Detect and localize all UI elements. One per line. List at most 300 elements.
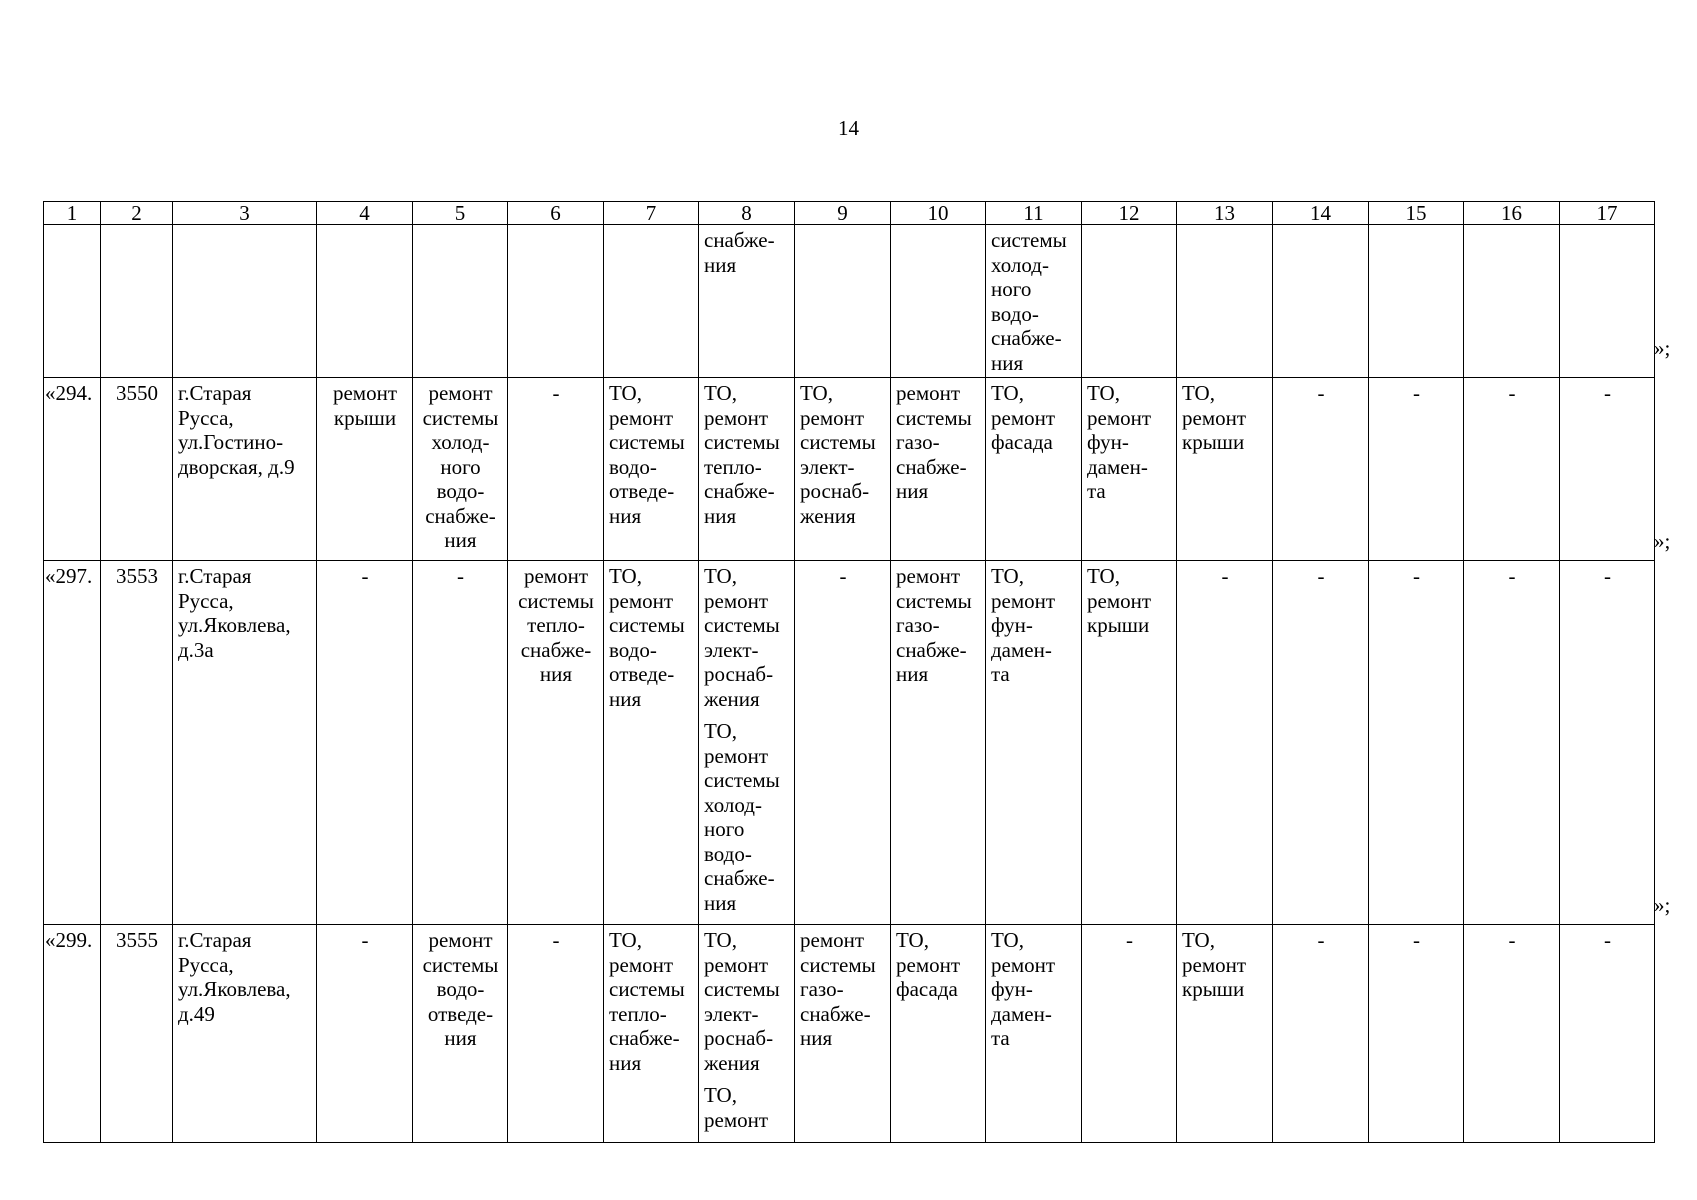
- cell-paragraph: [1182, 928, 1268, 1002]
- table-cell: [101, 225, 173, 378]
- cell-paragraph: [991, 928, 1077, 1051]
- cell-text: системы: [800, 952, 876, 977]
- cell-paragraph: [1087, 381, 1172, 504]
- repair-schedule-table: [43, 201, 1655, 1143]
- cell-text: г.Старая: [178, 928, 252, 952]
- cell-paragraph: [178, 928, 312, 1026]
- cell-text: системы: [704, 430, 780, 454]
- cell-text: -: [1317, 928, 1325, 952]
- table-cell: [986, 925, 1082, 1143]
- cell-paragraph: [1374, 928, 1459, 953]
- cell-text: жения: [704, 1050, 760, 1075]
- cell-text: ТО,: [896, 928, 929, 952]
- cell-text: ремонт: [704, 952, 769, 977]
- cell-text: системы: [609, 977, 685, 1001]
- cell-text: ТО,: [991, 928, 1024, 952]
- cell-text: ремонт: [704, 743, 769, 768]
- cell-paragraph: [106, 928, 168, 953]
- cell-text: водо-: [609, 637, 657, 662]
- cell-paragraph: [704, 928, 790, 1075]
- cell-text: ного: [440, 454, 481, 479]
- cell-text: ремонт: [1182, 405, 1247, 430]
- cell-text: ремонт: [609, 588, 674, 613]
- cell-text: водо-: [991, 301, 1039, 326]
- cell-text: -: [1508, 928, 1516, 952]
- table-cell: [699, 561, 795, 925]
- cell-text: ремонт: [332, 381, 398, 405]
- cell-paragraph: [1278, 564, 1364, 589]
- cell-text: ремонт: [991, 952, 1056, 977]
- cell-text: -: [552, 381, 560, 405]
- column-number-cell: 15: [1369, 202, 1464, 225]
- table-cell: [317, 225, 413, 378]
- table-cell: [1273, 225, 1369, 378]
- cell-paragraph: [1469, 928, 1555, 953]
- cell-paragraph: [609, 928, 694, 1075]
- cell-text: «297.: [45, 564, 93, 588]
- cell-text: холод-: [991, 252, 1049, 277]
- table-cell: [1177, 378, 1273, 561]
- cell-text: -: [1604, 928, 1611, 952]
- cell-text: -: [1604, 564, 1611, 588]
- cell-text: -: [457, 564, 464, 588]
- cell-text: системы: [704, 768, 780, 792]
- table-cell: [173, 225, 317, 378]
- cell-paragraph: [178, 564, 312, 662]
- cell-text: ТО,: [991, 564, 1024, 588]
- cell-text: -: [1317, 564, 1325, 588]
- table-cell: [508, 925, 604, 1143]
- cell-text: газо-: [800, 977, 844, 1001]
- table-cell: [1369, 925, 1464, 1143]
- table-cell: [44, 225, 101, 378]
- cell-text: ния: [704, 252, 737, 277]
- table-row: [44, 378, 1655, 561]
- cell-paragraph: [513, 381, 599, 406]
- table-cell: [101, 378, 173, 561]
- cell-text: элект-: [704, 1001, 759, 1026]
- cell-text: крыши: [333, 405, 397, 430]
- column-number-cell: 7: [604, 202, 699, 225]
- table-cell: [891, 925, 986, 1143]
- cell-text: снабже-: [704, 866, 775, 890]
- cell-paragraph: [418, 564, 503, 589]
- column-number-cell: 5: [413, 202, 508, 225]
- table-cell: [604, 561, 699, 925]
- table-cell: [1177, 561, 1273, 925]
- cell-text: жения: [704, 686, 760, 711]
- table-cell: [1464, 925, 1560, 1143]
- cell-paragraph: [1278, 381, 1364, 406]
- column-number-cell: 6: [508, 202, 604, 225]
- cell-paragraph: [1087, 564, 1172, 638]
- cell-text: ния: [896, 662, 929, 686]
- table-cell: [891, 561, 986, 925]
- cell-paragraph: [45, 381, 99, 406]
- table-cell: [1464, 225, 1560, 378]
- cell-text: отведе-: [609, 662, 675, 686]
- table-cell: [1369, 225, 1464, 378]
- table-cell: [1464, 561, 1560, 925]
- table-cell: [173, 561, 317, 925]
- cell-text: роснаб-: [704, 662, 774, 686]
- table-cell: [795, 925, 891, 1143]
- column-number-cell: 10: [891, 202, 986, 225]
- table-row: [44, 225, 1655, 378]
- table-cell: [1464, 378, 1560, 561]
- column-number-header: [44, 202, 1655, 225]
- table-cell: [986, 225, 1082, 378]
- cell-text: ТО,: [704, 564, 737, 588]
- cell-text: ТО,: [1182, 381, 1215, 405]
- column-number-cell: 13: [1177, 202, 1273, 225]
- cell-text: крыши: [1182, 430, 1245, 454]
- cell-text: системы: [704, 613, 780, 637]
- cell-text: -: [1221, 564, 1229, 588]
- column-number-cell: 8: [699, 202, 795, 225]
- cell-text: -: [1413, 381, 1420, 405]
- table-cell: [413, 225, 508, 378]
- cell-text: ремонт: [991, 405, 1056, 430]
- cell-paragraph: [896, 928, 981, 1002]
- table-cell: [1560, 561, 1655, 925]
- cell-text: системы: [422, 405, 499, 430]
- cell-text: фасада: [991, 430, 1053, 454]
- column-number-cell: 9: [795, 202, 891, 225]
- table-cell: [508, 225, 604, 378]
- table-cell: [44, 561, 101, 925]
- cell-text: та: [1087, 479, 1106, 503]
- cell-text: ремонт: [991, 588, 1056, 613]
- cell-paragraph: [704, 719, 790, 915]
- cell-text: -: [1604, 381, 1611, 405]
- cell-paragraph: [704, 381, 790, 528]
- column-number-cell: 17: [1560, 202, 1655, 225]
- cell-text: ул.Яковлева,: [178, 613, 291, 637]
- column-number-cell: 1: [44, 202, 101, 225]
- cell-text: снабже-: [704, 479, 775, 503]
- table-cell: [1082, 378, 1177, 561]
- cell-text: фун-: [991, 977, 1033, 1001]
- cell-text: системы: [518, 588, 594, 613]
- table-cell: [173, 378, 317, 561]
- cell-paragraph: [1374, 381, 1459, 406]
- column-number-cell: 11: [986, 202, 1082, 225]
- column-number-cell: 12: [1082, 202, 1177, 225]
- cell-text: холод-: [431, 430, 490, 454]
- cell-text: ТО,: [1182, 928, 1215, 952]
- cell-paragraph: [991, 228, 1077, 375]
- cell-text: -: [1317, 381, 1325, 405]
- column-number-cell: 4: [317, 202, 413, 225]
- table-cell: [413, 925, 508, 1143]
- table-cell: [1560, 378, 1655, 561]
- cell-paragraph: [1565, 564, 1650, 589]
- cell-text: снабже-: [896, 454, 967, 479]
- table-cell: [986, 378, 1082, 561]
- table-cell: [604, 225, 699, 378]
- cell-text: ния: [800, 1026, 833, 1050]
- cell-paragraph: [45, 928, 99, 953]
- cell-paragraph: [704, 228, 790, 277]
- cell-text: водо-: [436, 977, 485, 1001]
- table-cell: [1273, 378, 1369, 561]
- table-cell: [317, 378, 413, 561]
- cell-text: ремонт: [428, 381, 493, 405]
- cell-text: отведе-: [427, 1001, 494, 1026]
- table-cell: [604, 378, 699, 561]
- cell-text: ния: [609, 503, 642, 528]
- cell-text: ния: [704, 890, 737, 915]
- cell-text: жения: [800, 503, 856, 528]
- row-end-mark: »;: [1654, 336, 1671, 360]
- cell-text: -: [1413, 928, 1420, 952]
- cell-text: ния: [991, 350, 1024, 375]
- cell-paragraph: [1565, 381, 1650, 406]
- cell-text: ремонт: [896, 381, 961, 405]
- cell-text: -: [1508, 564, 1516, 588]
- cell-paragraph: [1469, 381, 1555, 406]
- cell-text: снабже-: [520, 637, 592, 662]
- cell-text: 3550: [116, 381, 158, 405]
- cell-text: ния: [539, 662, 573, 686]
- cell-text: ремонт: [800, 928, 865, 952]
- table-cell: [173, 925, 317, 1143]
- table-cell: [508, 378, 604, 561]
- cell-text: газо-: [896, 430, 940, 454]
- cell-text: ремонт: [704, 405, 769, 430]
- column-number-cell: 3: [173, 202, 317, 225]
- cell-paragraph: [322, 564, 408, 589]
- cell-paragraph: [418, 928, 503, 1051]
- cell-text: водо-: [704, 841, 752, 866]
- table-cell: [986, 561, 1082, 925]
- cell-paragraph: [704, 1083, 790, 1132]
- table-cell: [795, 225, 891, 378]
- cell-text: крыши: [1087, 613, 1150, 637]
- cell-text: снабже-: [609, 1026, 680, 1050]
- cell-paragraph: [896, 381, 981, 504]
- cell-text: снабже-: [704, 228, 775, 252]
- cell-text: ремонт: [896, 952, 961, 977]
- cell-text: ТО,: [609, 564, 642, 588]
- row-end-mark: »;: [1654, 893, 1671, 917]
- cell-text: тепло-: [609, 1001, 667, 1026]
- cell-text: газо-: [896, 613, 940, 637]
- cell-text: ТО,: [609, 928, 642, 952]
- cell-text: д.49: [178, 1001, 215, 1026]
- cell-text: ремонт: [704, 1107, 769, 1132]
- cell-text: ния: [896, 479, 929, 503]
- table-cell: [44, 925, 101, 1143]
- cell-text: системы: [609, 430, 685, 454]
- cell-text: ремонт: [609, 405, 674, 430]
- cell-text: ремонт: [523, 564, 589, 588]
- cell-text: фун-: [1087, 430, 1129, 454]
- table-cell: [44, 378, 101, 561]
- cell-text: фун-: [991, 613, 1033, 637]
- cell-text: ния: [704, 503, 737, 528]
- cell-paragraph: [178, 381, 312, 479]
- cell-paragraph: [1278, 928, 1364, 953]
- cell-text: ремонт: [1087, 588, 1152, 613]
- cell-text: дамен-: [1087, 454, 1148, 479]
- cell-text: ремонт: [1182, 952, 1247, 977]
- cell-text: 3555: [116, 928, 158, 952]
- cell-paragraph: [991, 381, 1077, 455]
- table-cell: [413, 561, 508, 925]
- cell-text: элект-: [800, 454, 855, 479]
- cell-paragraph: [704, 564, 790, 711]
- cell-text: -: [1126, 928, 1133, 952]
- cell-paragraph: [1565, 928, 1650, 953]
- cell-text: ул.Яковлева,: [178, 977, 291, 1001]
- table-cell: [891, 378, 986, 561]
- table-cell: [1177, 925, 1273, 1143]
- cell-text: холод-: [704, 792, 762, 817]
- cell-text: ул.Гостино-: [178, 430, 284, 454]
- table-row: [44, 561, 1655, 925]
- table-cell: [1082, 561, 1177, 925]
- table-cell: [604, 925, 699, 1143]
- cell-text: ремонт: [609, 952, 674, 977]
- cell-paragraph: [609, 564, 694, 711]
- table-cell: [1273, 561, 1369, 925]
- cell-paragraph: [1469, 564, 1555, 589]
- cell-text: снабже-: [425, 503, 496, 528]
- cell-text: системы: [896, 588, 972, 613]
- table-cell: [1082, 225, 1177, 378]
- table-cell: [1177, 225, 1273, 378]
- cell-text: элект-: [704, 637, 759, 662]
- cell-text: ремонт: [896, 564, 961, 588]
- cell-text: системы: [896, 405, 972, 430]
- cell-text: Русса,: [178, 952, 234, 977]
- cell-paragraph: [800, 928, 886, 1051]
- cell-text: ТО,: [609, 381, 642, 405]
- cell-text: ремонт: [704, 588, 769, 613]
- cell-text: «299.: [45, 928, 93, 952]
- cell-paragraph: [513, 564, 599, 687]
- cell-text: -: [361, 928, 369, 952]
- cell-paragraph: [322, 928, 408, 953]
- cell-text: ТО,: [1087, 381, 1120, 405]
- cell-text: -: [552, 928, 560, 952]
- cell-text: снабже-: [991, 326, 1062, 350]
- cell-text: -: [839, 564, 847, 588]
- cell-text: ния: [609, 1050, 642, 1075]
- table-cell: [101, 925, 173, 1143]
- cell-text: ного: [704, 817, 745, 841]
- cell-text: ТО,: [991, 381, 1024, 405]
- cell-text: «294.: [45, 381, 93, 405]
- cell-text: ТО,: [704, 381, 737, 405]
- table-cell: [699, 378, 795, 561]
- cell-text: ремонт: [1087, 405, 1152, 430]
- cell-text: крыши: [1182, 977, 1245, 1001]
- table-cell: [699, 925, 795, 1143]
- row-end-mark: »;: [1654, 529, 1671, 553]
- cell-text: ного: [991, 277, 1032, 301]
- cell-paragraph: [1087, 928, 1172, 953]
- cell-paragraph: [513, 928, 599, 953]
- cell-paragraph: [45, 564, 99, 589]
- cell-text: д.3а: [178, 637, 214, 662]
- table-cell: [317, 925, 413, 1143]
- cell-text: ТО,: [1087, 564, 1120, 588]
- cell-paragraph: [991, 564, 1077, 687]
- cell-text: водо-: [609, 454, 657, 479]
- table-cell: [1369, 561, 1464, 925]
- table-cell: [413, 378, 508, 561]
- table-row: [44, 925, 1655, 1143]
- cell-text: ния: [444, 1026, 477, 1050]
- cell-text: фасада: [896, 977, 958, 1001]
- cell-paragraph: [1182, 564, 1268, 589]
- cell-text: дамен-: [991, 1001, 1052, 1026]
- cell-text: тепло-: [704, 454, 762, 479]
- table-cell: [699, 225, 795, 378]
- cell-text: та: [991, 1026, 1010, 1050]
- cell-paragraph: [322, 381, 408, 430]
- cell-paragraph: [896, 564, 981, 687]
- cell-paragraph: [418, 381, 503, 553]
- cell-paragraph: [1182, 381, 1268, 455]
- cell-text: ТО,: [800, 381, 833, 405]
- cell-paragraph: [800, 381, 886, 528]
- cell-text: роснаб-: [800, 479, 870, 503]
- table-cell: [1560, 925, 1655, 1143]
- cell-text: системы: [422, 952, 499, 977]
- cell-text: системы: [991, 228, 1067, 252]
- column-number-cell: 2: [101, 202, 173, 225]
- cell-text: -: [1508, 381, 1516, 405]
- cell-text: та: [991, 662, 1010, 686]
- cell-text: г.Старая: [178, 564, 252, 588]
- cell-text: тепло-: [527, 613, 585, 637]
- table-cell: [795, 378, 891, 561]
- cell-text: роснаб-: [704, 1026, 774, 1050]
- cell-paragraph: [1374, 564, 1459, 589]
- cell-text: Русса,: [178, 405, 234, 430]
- cell-text: системы: [800, 430, 876, 454]
- cell-text: дворская, д.9: [178, 454, 295, 479]
- cell-text: ремонт: [428, 928, 493, 952]
- table-cell: [101, 561, 173, 925]
- cell-text: -: [1413, 564, 1420, 588]
- cell-text: отведе-: [609, 479, 675, 503]
- cell-text: водо-: [436, 479, 485, 503]
- cell-paragraph: [609, 381, 694, 528]
- table-cell: [1560, 225, 1655, 378]
- table-cell: [317, 561, 413, 925]
- cell-text: системы: [609, 613, 685, 637]
- cell-text: Русса,: [178, 588, 234, 613]
- cell-text: ремонт: [800, 405, 865, 430]
- cell-text: снабже-: [896, 637, 967, 662]
- cell-paragraph: [800, 564, 886, 589]
- cell-text: ТО,: [704, 1083, 737, 1107]
- cell-paragraph: [106, 381, 168, 406]
- table-cell: [1082, 925, 1177, 1143]
- table-cell: [795, 561, 891, 925]
- cell-paragraph: [106, 564, 168, 589]
- cell-text: ния: [444, 528, 477, 552]
- cell-text: ТО,: [704, 719, 737, 743]
- table-cell: [1369, 378, 1464, 561]
- table-cell: [891, 225, 986, 378]
- column-number-cell: 14: [1273, 202, 1369, 225]
